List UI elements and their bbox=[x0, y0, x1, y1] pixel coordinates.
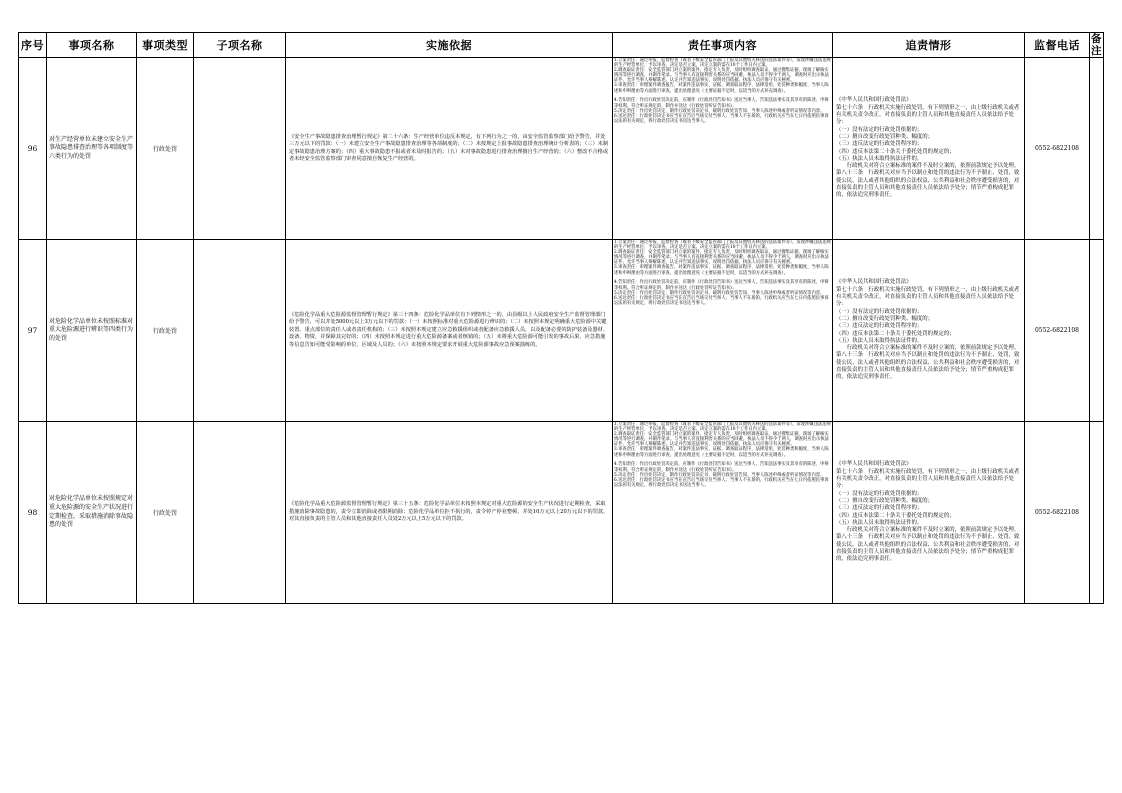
table-row bbox=[19, 58, 1104, 240]
accountability-item: 第八十三条 行政机关对应当予以制止和处罚的违法行为不予制止、处罚，致使公民、法人或者其他组织的合法权益、公共利益和社会秩序遭受损害的，对直接负责的主管人员和其他直接责任人员依法给予处分；情节严重构成犯罪的，依法追究刑事责任。 bbox=[836, 352, 1020, 381]
legal-basis: 《危险化学品重大危险源监督管理暂行规定》第三十五条：危险化学品单位未按照本规定对重大危险源的安全生产状况进行定期检查，采取措施消除事故隐患的，责令立即消除或者限期消除；危险化学品单位拒不执行的，责令停产停业整顿，并处10万元以上20万元以下的罚款，对其直接负责的主管人员和其他直接责任人员处2万元以上5万元以下的罚款。 bbox=[286, 422, 613, 604]
responsibility-item: 2.调查取证责任：安全监管部门对立案的案件，指定专人负责，及时组织调查取证，通过搜集证据、现场了解核实情况等进行调查，并制作笔录。与当事人有直接利害关系的应当回避。执法人员不得少于两人，调查时应出示执法证件，允许当事人辩解陈述。认定并告知违法事实，说明处罚依据。执法人员应保守有关秘密。 bbox=[614, 432, 829, 448]
accountability-item: 第八十三条 行政机关对应当予以制止和处罚的违法行为不予制止、处罚，致使公民、法人或者其他组织的合法权益、公共利益和社会秩序遭受损害的，对直接负责的主管人员和其他直接责任人员依法给予处分；情节严重构成犯罪的，依法追究刑事责任。 bbox=[836, 170, 1020, 199]
item-type: 行政处罚 bbox=[137, 422, 194, 604]
responsibility-item: 3.审查责任：审理案件调查报告，对案件违法事实、证据、调查取证程序、法律适用、处罚种类和幅度、当事人陈述和申辩理由等方面进行审查，提出处理意见（主要证据不足时，以适当的方式补充调查）。 bbox=[614, 447, 829, 458]
accountability-item: （二）擅自改变行政处罚种类、幅度的； bbox=[836, 133, 934, 140]
legal-basis: 《危险化学品重大危险源监督管理暂行规定》第三十四条：危险化学品单位有下列情形之一的，由县级以上人民政府安全生产监督管理部门给予警告，可以并处5000元以上3万元以下的罚款：（一）未按照标准对重大危险源进行辨识的；（二）未按照本规定明确重大危险源中关键装置、重点部位的责任人或者责任机构的；（三）未按照本规定建立应急救援组织或者配备应急救援人员，以及配备必要的防护装备及器材、设备、物资，并保障其完好的；（四）未按照本规定进行重大危险源备案或者核销的；（五）未将重大危险源可能引发的事故后果、应急措施等信息告知可能受影响的单位、区域及人员的；（六）未按照本规定要求开展重大危险源事故应急预案演练的。 bbox=[286, 240, 613, 422]
header-no: 序号 bbox=[19, 33, 47, 58]
accountability-item: （一）没有法定的行政处罚依据的； bbox=[836, 490, 923, 497]
accountability-item: 第七十六条 行政机关实施行政处罚，有下列情形之一，由上级行政机关或者有关机关责令改正，对直接负责的主管人员和其他直接责任人员依法给予处分： bbox=[836, 286, 1020, 308]
accountability-cases bbox=[833, 422, 1025, 604]
supervision-phone: 0552-6822108 bbox=[1025, 422, 1090, 604]
responsibility-content bbox=[613, 422, 833, 604]
sub-item-name bbox=[194, 58, 286, 240]
accountability-item: （一）没有法定的行政处罚依据的； bbox=[836, 126, 923, 133]
responsibility-list bbox=[613, 58, 832, 239]
accountability-item: （二）擅自改变行政处罚种类、幅度的； bbox=[836, 497, 934, 504]
sub-item-name bbox=[194, 240, 286, 422]
responsibility-item: 4.告知责任：作出行政处罚决定前，应制作《行政处罚告知书》送达当事人，告知违法事实及其享有的陈述、申辩等权利。符合听证规定的，制作并送达《行政处罚听证告知书》。 bbox=[614, 280, 829, 291]
responsibility-content bbox=[613, 58, 833, 240]
legal-basis: 《安全生产事故隐患排查治理暂行规定》第二十六条：生产经营单位违反本规定，有下列行为之一的，由安全监管监察部门给予警告，并处三万元以下的罚款：（一）未建立安全生产事故隐患排查治理等各项制度的；（二）未按规定上报事故隐患排查治理统计分析表的；（三）未制定事故隐患治理方案的；（四）重大事故隐患不报或者未及时报告的；（五）未对事故隐患进行排查治理擅自生产经营的；（六）整改不合格或者未经安全监管监察部门审查同意擅自恢复生产经营的。 bbox=[286, 58, 613, 240]
row-number: 97 bbox=[19, 240, 47, 422]
remarks bbox=[1090, 240, 1104, 422]
accountability-item: 《中华人民共和国行政处罚法》 bbox=[836, 461, 912, 468]
supervision-phone: 0552-6822108 bbox=[1025, 58, 1090, 240]
header-basis: 实施依据 bbox=[286, 33, 613, 58]
sub-item-name bbox=[194, 422, 286, 604]
responsibility-item: 4.告知责任：作出行政处罚决定前，应制作《行政处罚告知书》送达当事人，告知违法事实及其享有的陈述、申辩等权利。符合听证规定的，制作并送达《行政处罚听证告知书》。 bbox=[614, 98, 829, 109]
responsibility-item: 3.审查责任：审理案件调查报告，对案件违法事实、证据、调查取证程序、法律适用、处罚种类和幅度、当事人陈述和申辩理由等方面进行审查，提出处理意见（主要证据不足时，以适当的方式补充调查）。 bbox=[614, 83, 829, 94]
accountability-item: 第八十三条 行政机关对应当予以制止和处罚的违法行为不予制止、处罚，致使公民、法人或者其他组织的合法权益、公共利益和社会秩序遭受损害的，对直接负责的主管人员和其他直接责任人员依法给予处分；情节严重构成犯罪的，依法追究刑事责任。 bbox=[836, 534, 1020, 563]
item-name: 对危险化学品单位未按照标准对重大危险源进行辨识等四类行为的处罚 bbox=[47, 240, 137, 422]
accountability-item: （五）执法人员未取得执法证件的。 bbox=[836, 155, 923, 162]
responsibility-item: 5.决定责任：作出处罚决定，制作行政处罚决定书，载明行政处罚告知、当事人陈述申辩或者听证情况等内容。 bbox=[614, 290, 825, 296]
accountability-item: （三）违反法定的行政处罚程序的； bbox=[836, 505, 923, 512]
responsibility-item: 2.调查取证责任：安全监管部门对立案的案件，指定专人负责，及时组织调查取证，通过搜集证据、现场了解核实情况等进行调查，并制作笔录。与当事人有直接利害关系的应当回避。执法人员不得少于两人，调查时应出示执法证件，允许当事人辩解陈述。认定并告知违法事实，说明处罚依据。执法人员应保守有关秘密。 bbox=[614, 250, 829, 266]
responsibility-item: 5.决定责任：作出处罚决定，制作行政处罚决定书，载明行政处罚告知、当事人陈述申辩或者听证情况等内容。 bbox=[614, 472, 825, 478]
row-number: 96 bbox=[19, 58, 47, 240]
responsibility-list bbox=[613, 422, 832, 603]
item-name: 对生产经营单位未建立安全生产事故隐患排查治理等各项制度等六类行为的处罚 bbox=[47, 58, 137, 240]
accountability-item: （五）执法人员未取得执法证件的。 bbox=[836, 519, 923, 526]
accountability-item: 行政机关对符合立案标准的案件不及时立案的，依照前款规定予以处理。 bbox=[836, 163, 1020, 170]
header-note: 备 注 bbox=[1091, 33, 1102, 57]
responsibility-item: 2.调查取证责任：安全监管部门对立案的案件，指定专人负责，及时组织调查取证，通过搜集证据、现场了解核实情况等进行调查，并制作笔录。与当事人有直接利害关系的应当回避。执法人员不得少于两人，调查时应出示执法证件，允许当事人辩解陈述。认定并告知违法事实，说明处罚依据。执法人员应保守有关秘密。 bbox=[614, 68, 829, 84]
responsibility-content bbox=[613, 240, 833, 422]
accountability-cases bbox=[833, 240, 1025, 422]
item-type: 行政处罚 bbox=[137, 58, 194, 240]
responsibility-item: 1.立案责任：通过举报、监督检查（或者下级安全监管部门上报及其他机关移送的违法案件等），发现涉嫌违法违规的生产经营单位，予以审查，决定是否立案。决定立案的需在10个工作日内立案。 bbox=[614, 422, 831, 433]
responsibility-list-table bbox=[18, 32, 1104, 604]
accountability-item: 行政机关对符合立案标准的案件不及时立案的，依照前款规定予以处理。 bbox=[836, 345, 1020, 352]
responsibility-list bbox=[613, 240, 832, 421]
accountability-item: （四）违反本法第二十条关于委托处罚的规定的； bbox=[836, 330, 955, 337]
item-name: 对危险化学品单位未按照规定对重大危险源的安全生产状况进行定期检查，采取措施消除事故隐患的处罚 bbox=[47, 422, 137, 604]
header-acc: 追责情形 bbox=[833, 33, 1025, 58]
accountability-item: （一）没有法定的行政处罚依据的； bbox=[836, 308, 923, 315]
accountability-item: 《中华人民共和国行政处罚法》 bbox=[836, 279, 912, 286]
responsibility-item: 6.送达责任：行政处罚决定书应当在宣告后当场交付当事人；当事人不在场的，行政机关应当在七日内依照民事诉讼法的有关规定，将行政处罚决定书送达当事人。 bbox=[614, 113, 829, 124]
header-sub: 子项名称 bbox=[194, 33, 286, 58]
accountability-item: （三）违反法定的行政处罚程序的； bbox=[836, 141, 923, 148]
accountability-item: （四）违反本法第二十条关于委托处罚的规定的； bbox=[836, 512, 955, 519]
responsibility-item: 3.审查责任：审理案件调查报告，对案件违法事实、证据、调查取证程序、法律适用、处罚种类和幅度、当事人陈述和申辩理由等方面进行审查，提出处理意见（主要证据不足时，以适当的方式补充调查）。 bbox=[614, 265, 829, 276]
item-type: 行政处罚 bbox=[137, 240, 194, 422]
header-row bbox=[19, 33, 1104, 58]
accountability-item: 第七十六条 行政机关实施行政处罚，有下列情形之一，由上级行政机关或者有关机关责令改正，对直接负责的主管人员和其他直接责任人员依法给予处分： bbox=[836, 104, 1020, 126]
header-type: 事项类型 bbox=[137, 33, 194, 58]
header-phone: 监督电话 bbox=[1025, 33, 1090, 58]
accountability-item: （五）执法人员未取得执法证件的。 bbox=[836, 337, 923, 344]
header-resp: 责任事项内容 bbox=[613, 33, 833, 58]
accountability-item: 《中华人民共和国行政处罚法》 bbox=[836, 97, 912, 104]
accountability-item: 第七十六条 行政机关实施行政处罚，有下列情形之一，由上级行政机关或者有关机关责令改正，对直接负责的主管人员和其他直接责任人员依法给予处分： bbox=[836, 468, 1020, 490]
responsibility-item: 1.立案责任：通过举报、监督检查（或者下级安全监管部门上报及其他机关移送的违法案件等），发现涉嫌违法违规的生产经营单位，予以审查，决定是否立案。决定立案的需在10个工作日内立案。 bbox=[614, 240, 831, 251]
accountability-cases bbox=[833, 58, 1025, 240]
responsibility-item: 5.决定责任：作出处罚决定，制作行政处罚决定书，载明行政处罚告知、当事人陈述申辩或者听证情况等内容。 bbox=[614, 108, 825, 114]
responsibility-item: 4.告知责任：作出行政处罚决定前，应制作《行政处罚告知书》送达当事人，告知违法事实及其享有的陈述、申辩等权利。符合听证规定的，制作并送达《行政处罚听证告知书》。 bbox=[614, 462, 829, 473]
table-row bbox=[19, 240, 1104, 422]
supervision-phone: 0552-6822108 bbox=[1025, 240, 1090, 422]
table-row bbox=[19, 422, 1104, 604]
row-number: 98 bbox=[19, 422, 47, 604]
remarks bbox=[1090, 58, 1104, 240]
accountability-item: （四）违反本法第二十条关于委托处罚的规定的； bbox=[836, 148, 955, 155]
responsibility-item: 6.送达责任：行政处罚决定书应当在宣告后当场交付当事人；当事人不在场的，行政机关应当在七日内依照民事诉讼法的有关规定，将行政处罚决定书送达当事人。 bbox=[614, 295, 829, 306]
accountability-item: （三）违反法定的行政处罚程序的； bbox=[836, 323, 923, 330]
header-name: 事项名称 bbox=[47, 33, 137, 58]
responsibility-item: 1.立案责任：通过举报、监督检查（或者下级安全监管部门上报及其他机关移送的违法案件等），发现涉嫌违法违规的生产经营单位，予以审查，决定是否立案。决定立案的需在10个工作日内立案。 bbox=[614, 58, 831, 69]
accountability-item: （二）擅自改变行政处罚种类、幅度的； bbox=[836, 315, 934, 322]
responsibility-item: 6.送达责任：行政处罚决定书应当在宣告后当场交付当事人；当事人不在场的，行政机关应当在七日内依照民事诉讼法的有关规定，将行政处罚决定书送达当事人。 bbox=[614, 477, 829, 488]
remarks bbox=[1090, 422, 1104, 604]
accountability-item: 行政机关对符合立案标准的案件不及时立案的，依照前款规定予以处理。 bbox=[836, 527, 1020, 534]
